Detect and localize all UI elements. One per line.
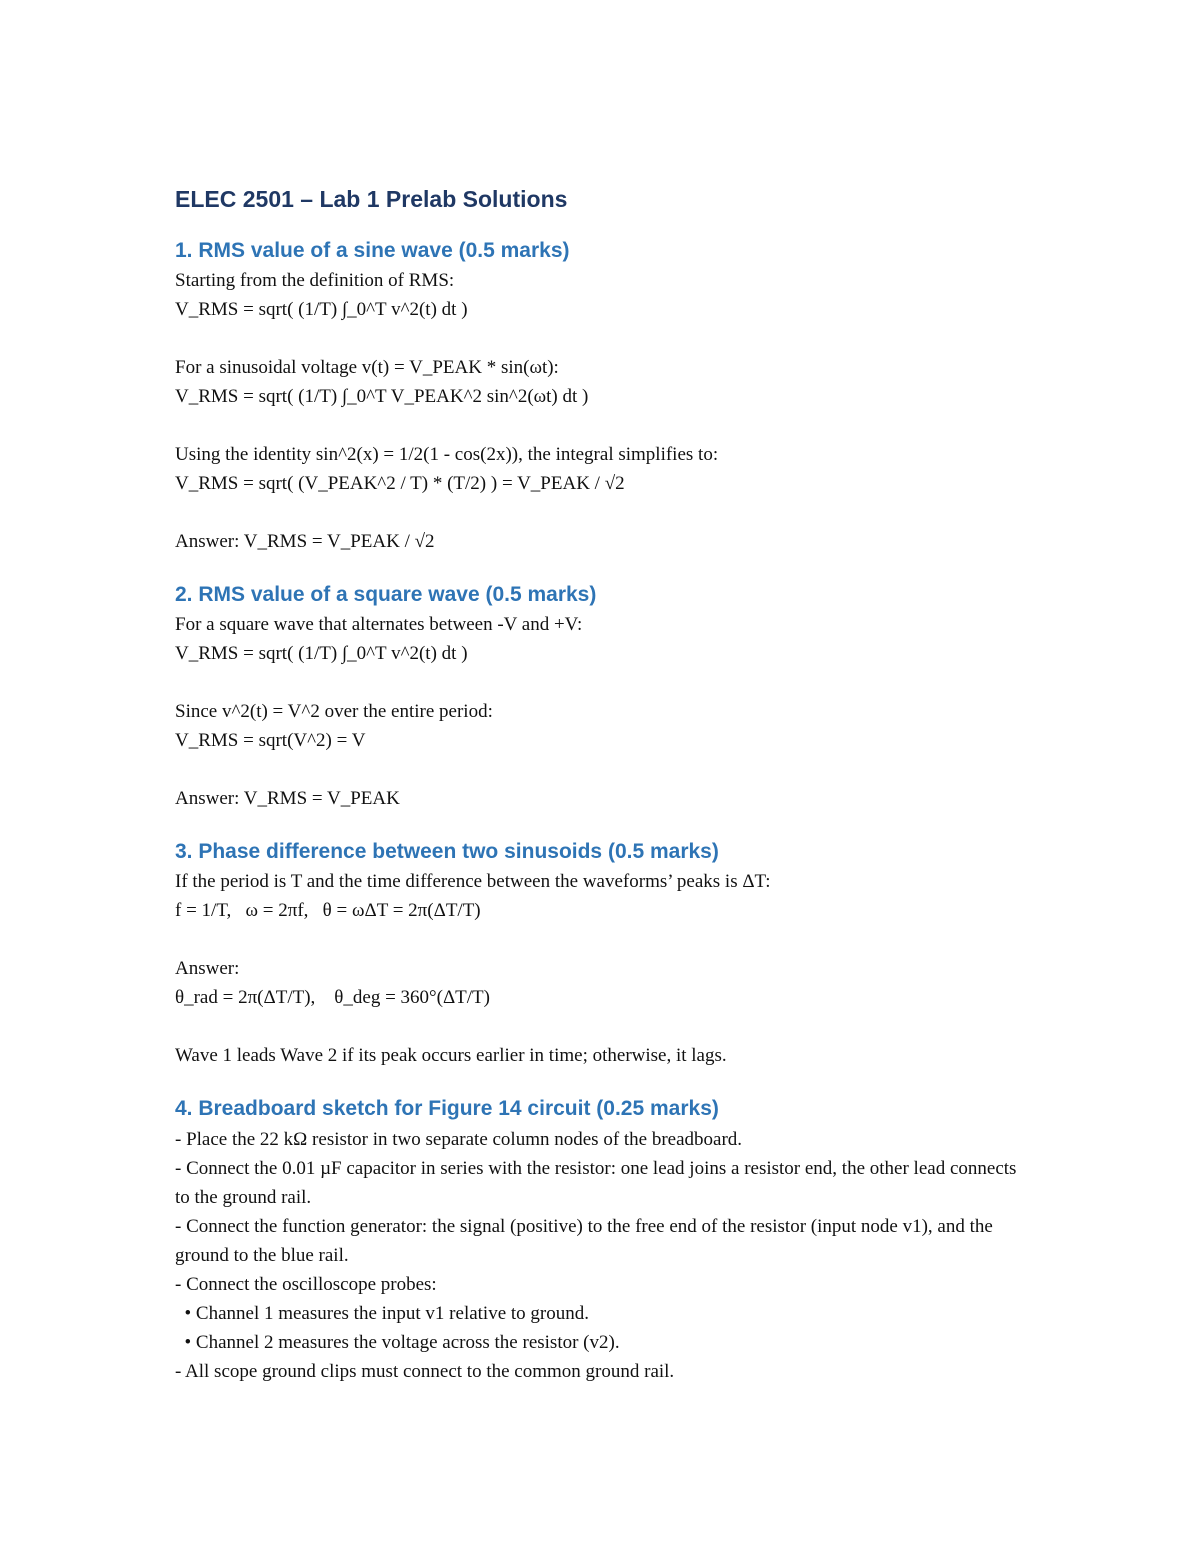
- list-item: - Connect the oscilloscope probes:: [175, 1273, 437, 1295]
- list-item: - Connect the function generator: the signal (positive) to the free end of the resistor (input node v1), and the ground to the blue rail.: [175, 1215, 993, 1266]
- equation-line: V_RMS = sqrt( (1/T) ∫_0^T v^2(t) dt ): [175, 298, 468, 320]
- section-breadboard-sketch: [175, 1096, 1035, 1385]
- document-page: [175, 186, 1035, 1386]
- answer-line: Answer: V_RMS = V_PEAK: [175, 788, 400, 810]
- text-line: For a sinusoidal voltage v(t) = V_PEAK * sin(ωt):: [175, 356, 559, 378]
- text-line: Answer:: [175, 958, 240, 980]
- blank-line: [175, 411, 1035, 440]
- sub-list-item: • Channel 2 measures the voltage across the resistor (v2).: [175, 1331, 620, 1353]
- equation-line: θ_rad = 2π(ΔT/T), θ_deg = 360°(ΔT/T): [175, 987, 490, 1009]
- sub-list-item: • Channel 1 measures the input v1 relative to ground.: [175, 1302, 590, 1324]
- equation-line: V_RMS = sqrt( (1/T) ∫_0^T v^2(t) dt ): [175, 643, 468, 665]
- section-rms-square: [175, 582, 1035, 813]
- text-line: For a square wave that alternates between -V and +V:: [175, 614, 583, 636]
- section-heading: 3. Phase difference between two sinusoids (0.5 marks): [175, 840, 719, 864]
- blank-line: [175, 498, 1035, 527]
- section-heading: 4. Breadboard sketch for Figure 14 circuit (0.25 marks): [175, 1097, 719, 1121]
- answer-line: Answer: V_RMS = V_PEAK / √2: [175, 530, 435, 552]
- section-heading: 2. RMS value of a square wave (0.5 marks): [175, 582, 597, 606]
- text-line: Using the identity sin^2(x) = 1/2(1 - cos(2x)), the integral simplifies to:: [175, 443, 719, 465]
- blank-line: [175, 668, 1035, 697]
- section-spacer: [175, 556, 1035, 582]
- equation-line: V_RMS = sqrt( (V_PEAK^2 / T) * (T/2) ) = V_PEAK / √2: [175, 472, 625, 494]
- section-phase-difference: [175, 839, 1035, 1070]
- document-title: ELEC 2501 – Lab 1 Prelab Solutions: [175, 186, 568, 212]
- section-rms-sine: [175, 238, 1035, 556]
- equation-line: V_RMS = sqrt( (1/T) ∫_0^T V_PEAK^2 sin^2(ωt) dt ): [175, 385, 589, 407]
- blank-line: [175, 1012, 1035, 1041]
- section-heading: 1. RMS value of a sine wave (0.5 marks): [175, 238, 570, 262]
- text-line: If the period is T and the time difference between the waveforms’ peaks is ΔT:: [175, 871, 771, 893]
- text-line: Since v^2(t) = V^2 over the entire period:: [175, 701, 493, 723]
- text-line: Starting from the definition of RMS:: [175, 269, 455, 291]
- section-spacer: [175, 813, 1035, 839]
- list-item: - Place the 22 kΩ resistor in two separate column nodes of the breadboard.: [175, 1128, 743, 1150]
- section-spacer: [175, 1070, 1035, 1096]
- equation-line: V_RMS = sqrt(V^2) = V: [175, 730, 366, 752]
- blank-line: [175, 925, 1035, 954]
- equation-line: f = 1/T, ω = 2πf, θ = ωΔT = 2π(ΔT/T): [175, 900, 481, 922]
- list-item: - All scope ground clips must connect to the common ground rail.: [175, 1360, 675, 1382]
- list-item: - Connect the 0.01 µF capacitor in series with the resistor: one lead joins a resistor end, the other lead connects to the ground rail.: [175, 1157, 1017, 1208]
- blank-line: [175, 324, 1035, 353]
- blank-line: [175, 755, 1035, 784]
- text-line: Wave 1 leads Wave 2 if its peak occurs earlier in time; otherwise, it lags.: [175, 1045, 727, 1067]
